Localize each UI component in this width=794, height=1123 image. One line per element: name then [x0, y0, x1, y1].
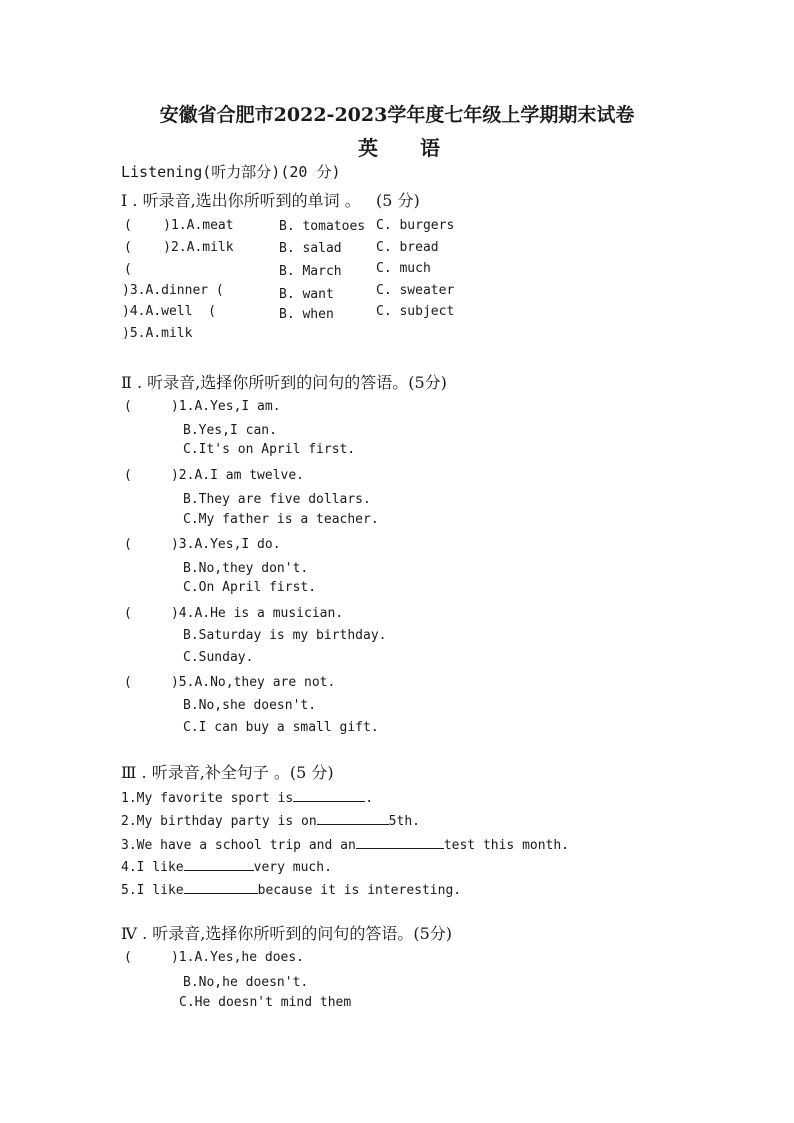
question-option-c: C.He doesn't mind them: [179, 995, 352, 1010]
list-item: B. salad: [279, 241, 342, 256]
sentence-start: 5.I like: [121, 883, 184, 898]
listening-heading: Listening(听力部分)(20 分): [121, 163, 341, 181]
list-item: )5.A.milk: [122, 326, 193, 341]
section-2-heading: Ⅱ . 听录音,选择你所听到的问句的答语。(5分): [121, 373, 447, 392]
question-option-b: B.No,she doesn't.: [183, 698, 317, 713]
list-item: B. tomatoes: [279, 219, 366, 234]
sentence-start: 2.My birthday party is on: [121, 814, 317, 829]
fill-in-sentence: [121, 881, 461, 898]
list-item: B. when: [279, 307, 334, 322]
question-option-a: ( )4.A.He is a musician.: [124, 606, 344, 621]
list-item: B. want: [279, 287, 334, 302]
question-option-a: ( )1.A.Yes,I am.: [124, 399, 281, 414]
list-item: (: [124, 262, 132, 277]
answer-blank: [317, 812, 389, 825]
section-3-heading: Ⅲ . 听录音,补全句子 。(5 分): [121, 763, 334, 782]
sentence-end: test this month.: [443, 838, 570, 853]
sentence-start: 4.I like: [121, 860, 184, 875]
answer-blank: [184, 858, 254, 871]
page-title: 安徽省合肥市2022-2023学年度七年级上学期期末试卷: [159, 104, 635, 126]
question-option-c: C.I can buy a small gift.: [183, 720, 379, 735]
fill-in-sentence: [121, 812, 420, 829]
question-option-b: B.Yes,I can.: [183, 423, 277, 438]
question-option-b: B.No,they don't.: [183, 561, 309, 576]
sentence-end: very much.: [253, 860, 332, 875]
subject-char-2: 语: [420, 136, 440, 160]
question-option-c: C.It's on April first.: [183, 442, 356, 457]
question-option-b: B.No,he doesn't.: [183, 975, 309, 990]
list-item: )4.A.well (: [122, 304, 216, 319]
list-item: )3.A.dinner (: [122, 283, 224, 298]
list-item: C. much: [376, 261, 431, 276]
list-item: C. subject: [376, 304, 455, 319]
question-option-a: ( )3.A.Yes,I do.: [124, 537, 281, 552]
list-item: C. burgers: [376, 218, 455, 233]
list-item: B. March: [279, 264, 342, 279]
fill-in-sentence: [121, 836, 569, 853]
fill-in-sentence: [121, 789, 373, 806]
question-option-b: B.They are five dollars.: [183, 492, 371, 507]
section-1-heading: Ⅰ . 听录音,选出你所听到的单词 。 (5 分): [121, 191, 420, 210]
question-option-a: ( )5.A.No,they are not.: [124, 675, 336, 690]
answer-blank: [184, 881, 258, 894]
question-option-c: C.My father is a teacher.: [183, 512, 379, 527]
fill-in-sentence: [121, 858, 332, 875]
sentence-start: 1.My favorite sport is: [121, 791, 294, 806]
sentence-end: 5th.: [388, 814, 420, 829]
answer-blank: [356, 836, 444, 849]
subject-char-1: 英: [358, 136, 378, 160]
question-option-c: C.On April first.: [183, 580, 317, 595]
list-item: C. sweater: [376, 283, 455, 298]
sentence-end: .: [365, 791, 374, 806]
answer-blank: [293, 789, 365, 802]
list-item: ( )1.A.meat: [124, 218, 234, 233]
list-item: C. bread: [376, 240, 439, 255]
list-item: ( )2.A.milk: [124, 240, 234, 255]
question-option-b: B.Saturday is my birthday.: [183, 628, 387, 643]
sentence-end: because it is interesting.: [257, 883, 462, 898]
question-option-a: ( )1.A.Yes,he does.: [124, 950, 305, 965]
section-4-heading: Ⅳ . 听录音,选择你所听到的问句的答语。(5分): [121, 924, 452, 943]
sentence-start: 3.We have a school trip and an: [121, 838, 356, 853]
question-option-c: C.Sunday.: [183, 650, 254, 665]
question-option-a: ( )2.A.I am twelve.: [124, 468, 305, 483]
